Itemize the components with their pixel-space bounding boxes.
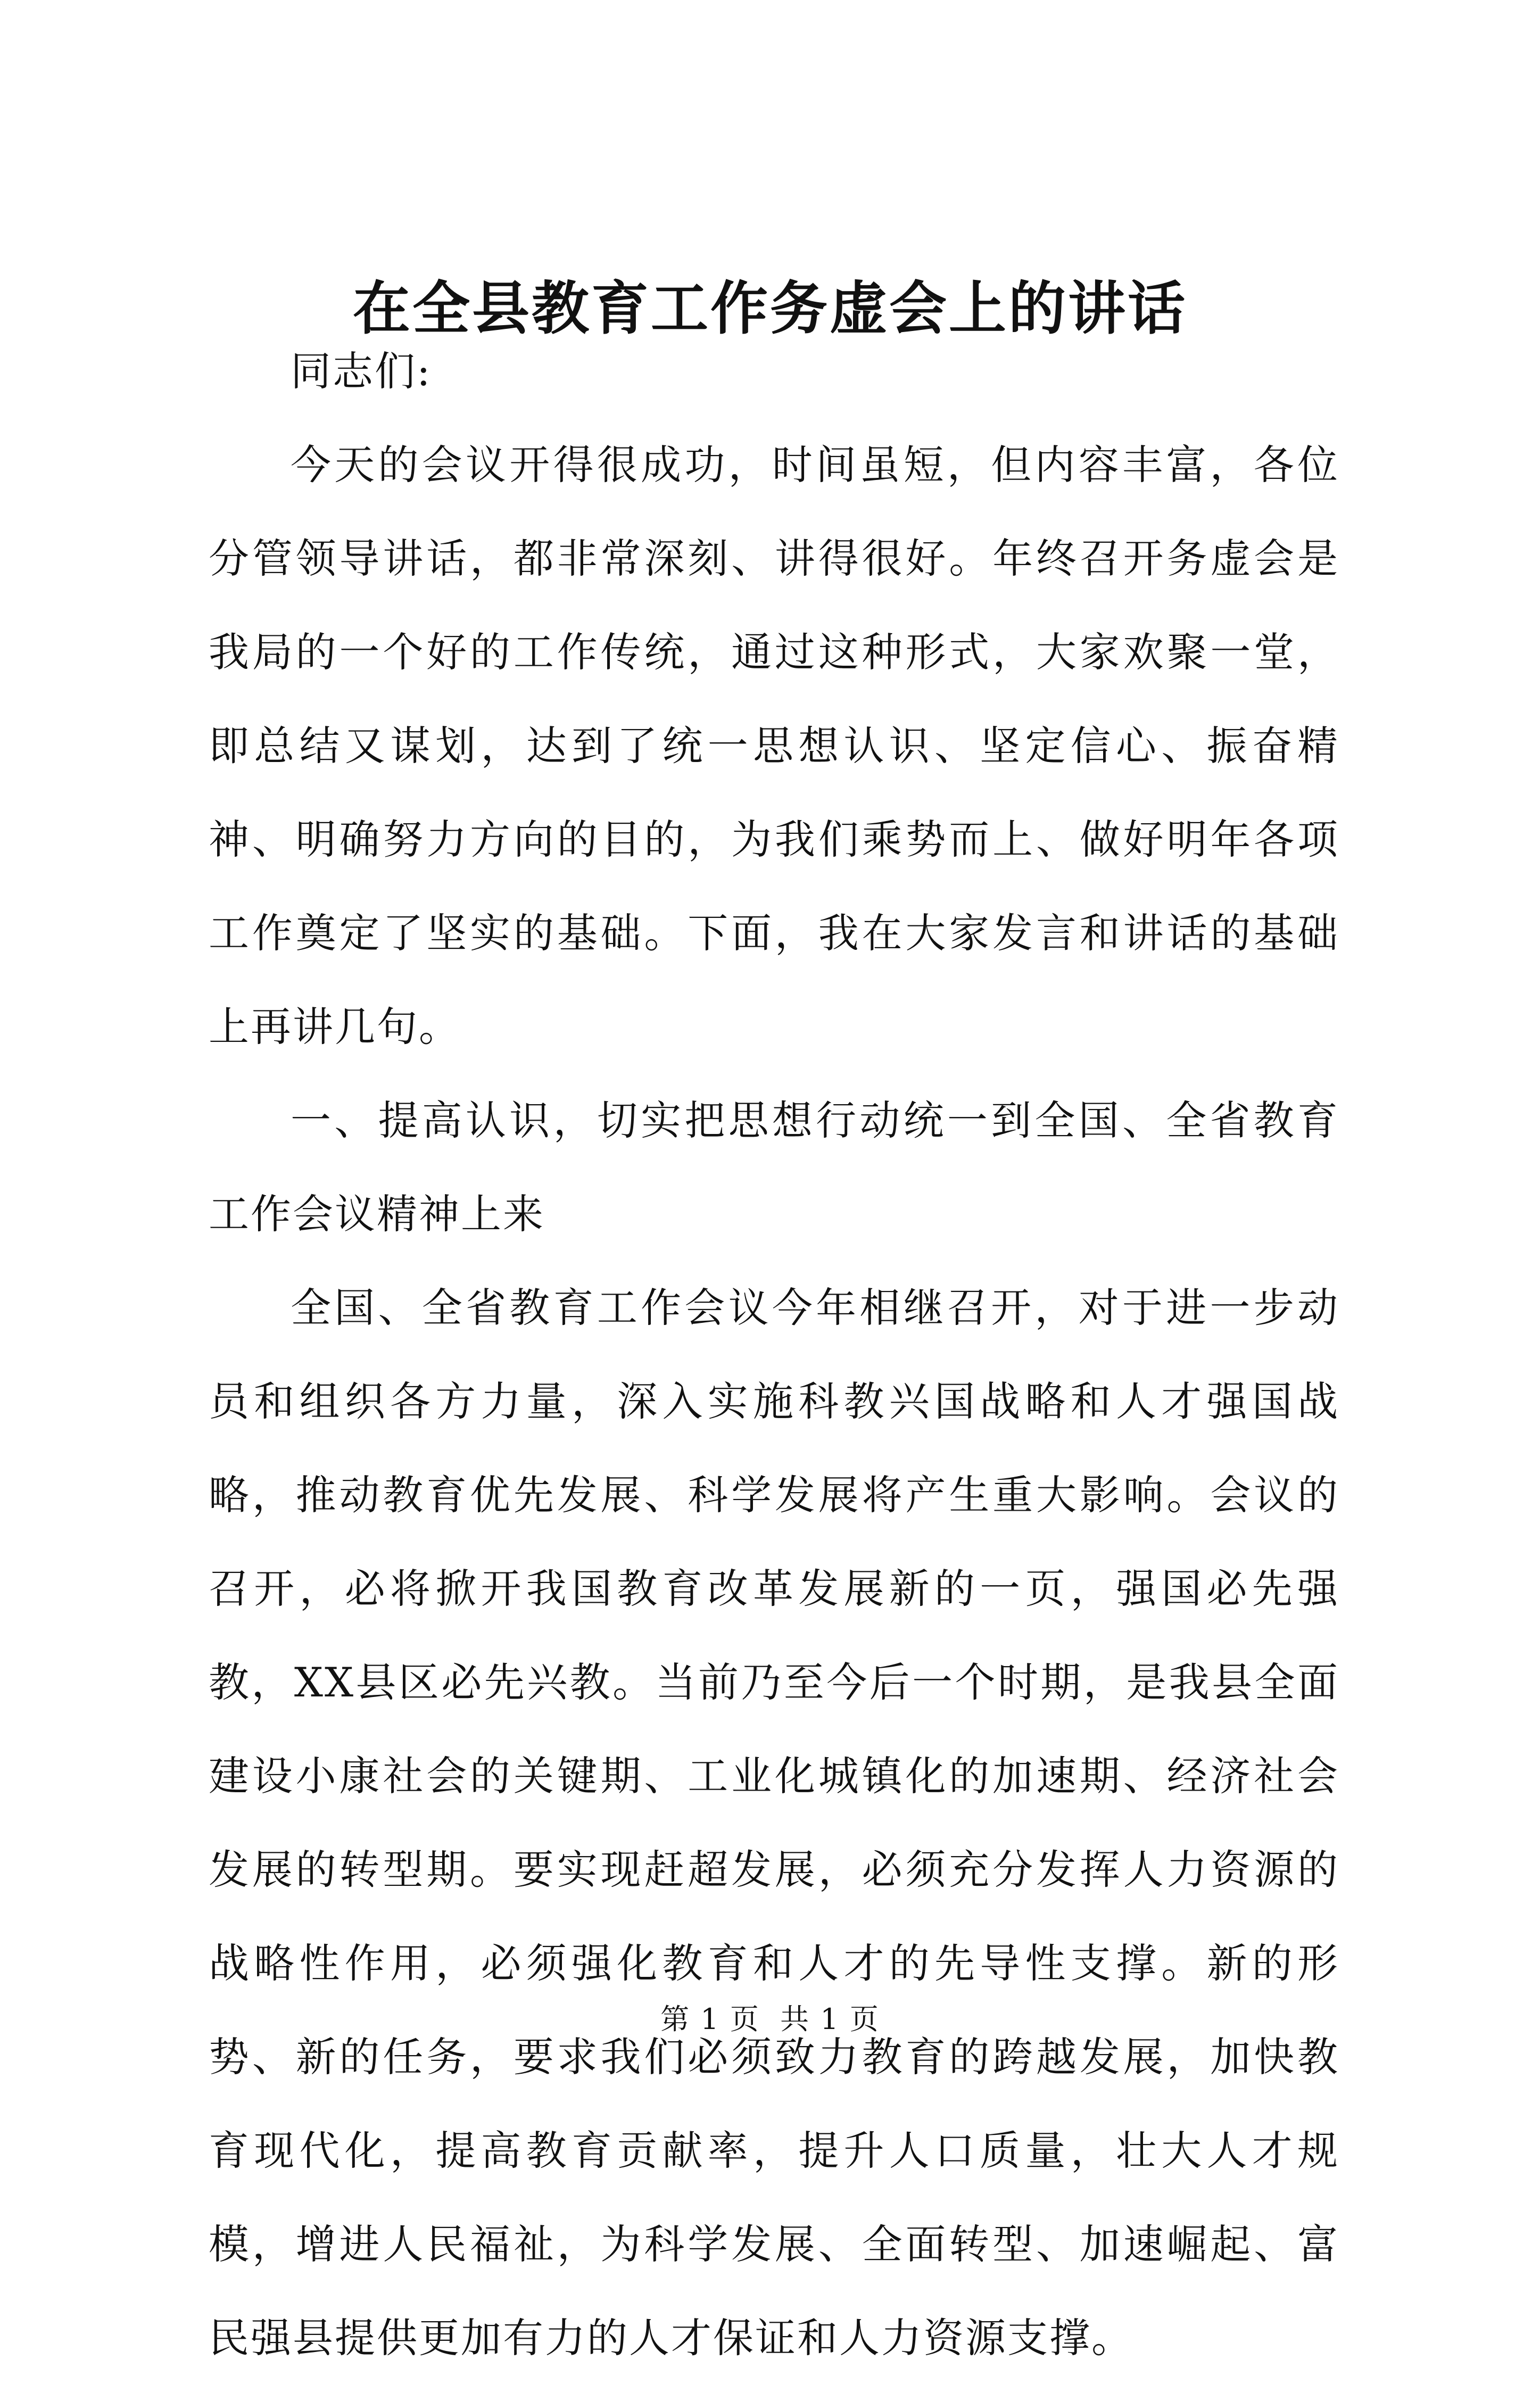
document-title: 在全县教育工作务虚会上的讲话 <box>352 275 1187 342</box>
salutation: 同志们: <box>291 347 432 395</box>
page-number-label: 第 1 页 共 1 页 <box>660 2002 880 2036</box>
paragraph-intro: 今天的会议开得很成功，时间虽短，但内容丰富，各位分管领导讲话，都非常深刻、讲得很好。年终召开务虚会是我局的一个好的工作传统，通过这种形式，大家欢聚一堂，即总结又谋划，达到了统一思想认识、坚定信心、振奋精神、明确努力方向的目的，为我们乘势而上、做好明年各项工作奠定了坚实的基础。下面，我在大家发言和讲话的基础上再讲几句。 <box>209 441 1339 1050</box>
paragraph-section-one: 全国、全省教育工作会议今年相继召开，对于进一步动员和组织各方力量，深入实施科教兴国战略和人才强国战略，推动教育优先发展、科学发展将产生重大影响。会议的召开，必将掀开我国教育改革发展新的一页，强国必先强教，XX县区必先兴教。当前乃至今后一个时期，是我县全面建设小康社会的关键期、工业化城镇化的加速期、经济社会发展的转型期。要实现赶超发展，必须充分发挥人力资源的战略性作用，必须强化教育和人才的先导性支撑。新的形势、新的任务，要求我们必须致力教育的跨越发展，加快教育现代化，提高教育贡献率，提升人口质量，壮大人才规模，增进人民福祉，为科学发展、全面转型、加速崛起、富民强县提供更加有力的人才保证和人力资源支撑。 <box>209 1284 1339 2362</box>
page-footer <box>0 1998 1540 2041</box>
document-body <box>209 325 1339 2385</box>
section-heading: 一、提高认识，切实把思想行动统一到全国、全省教育工作会议精神上来 <box>209 1097 1339 1238</box>
